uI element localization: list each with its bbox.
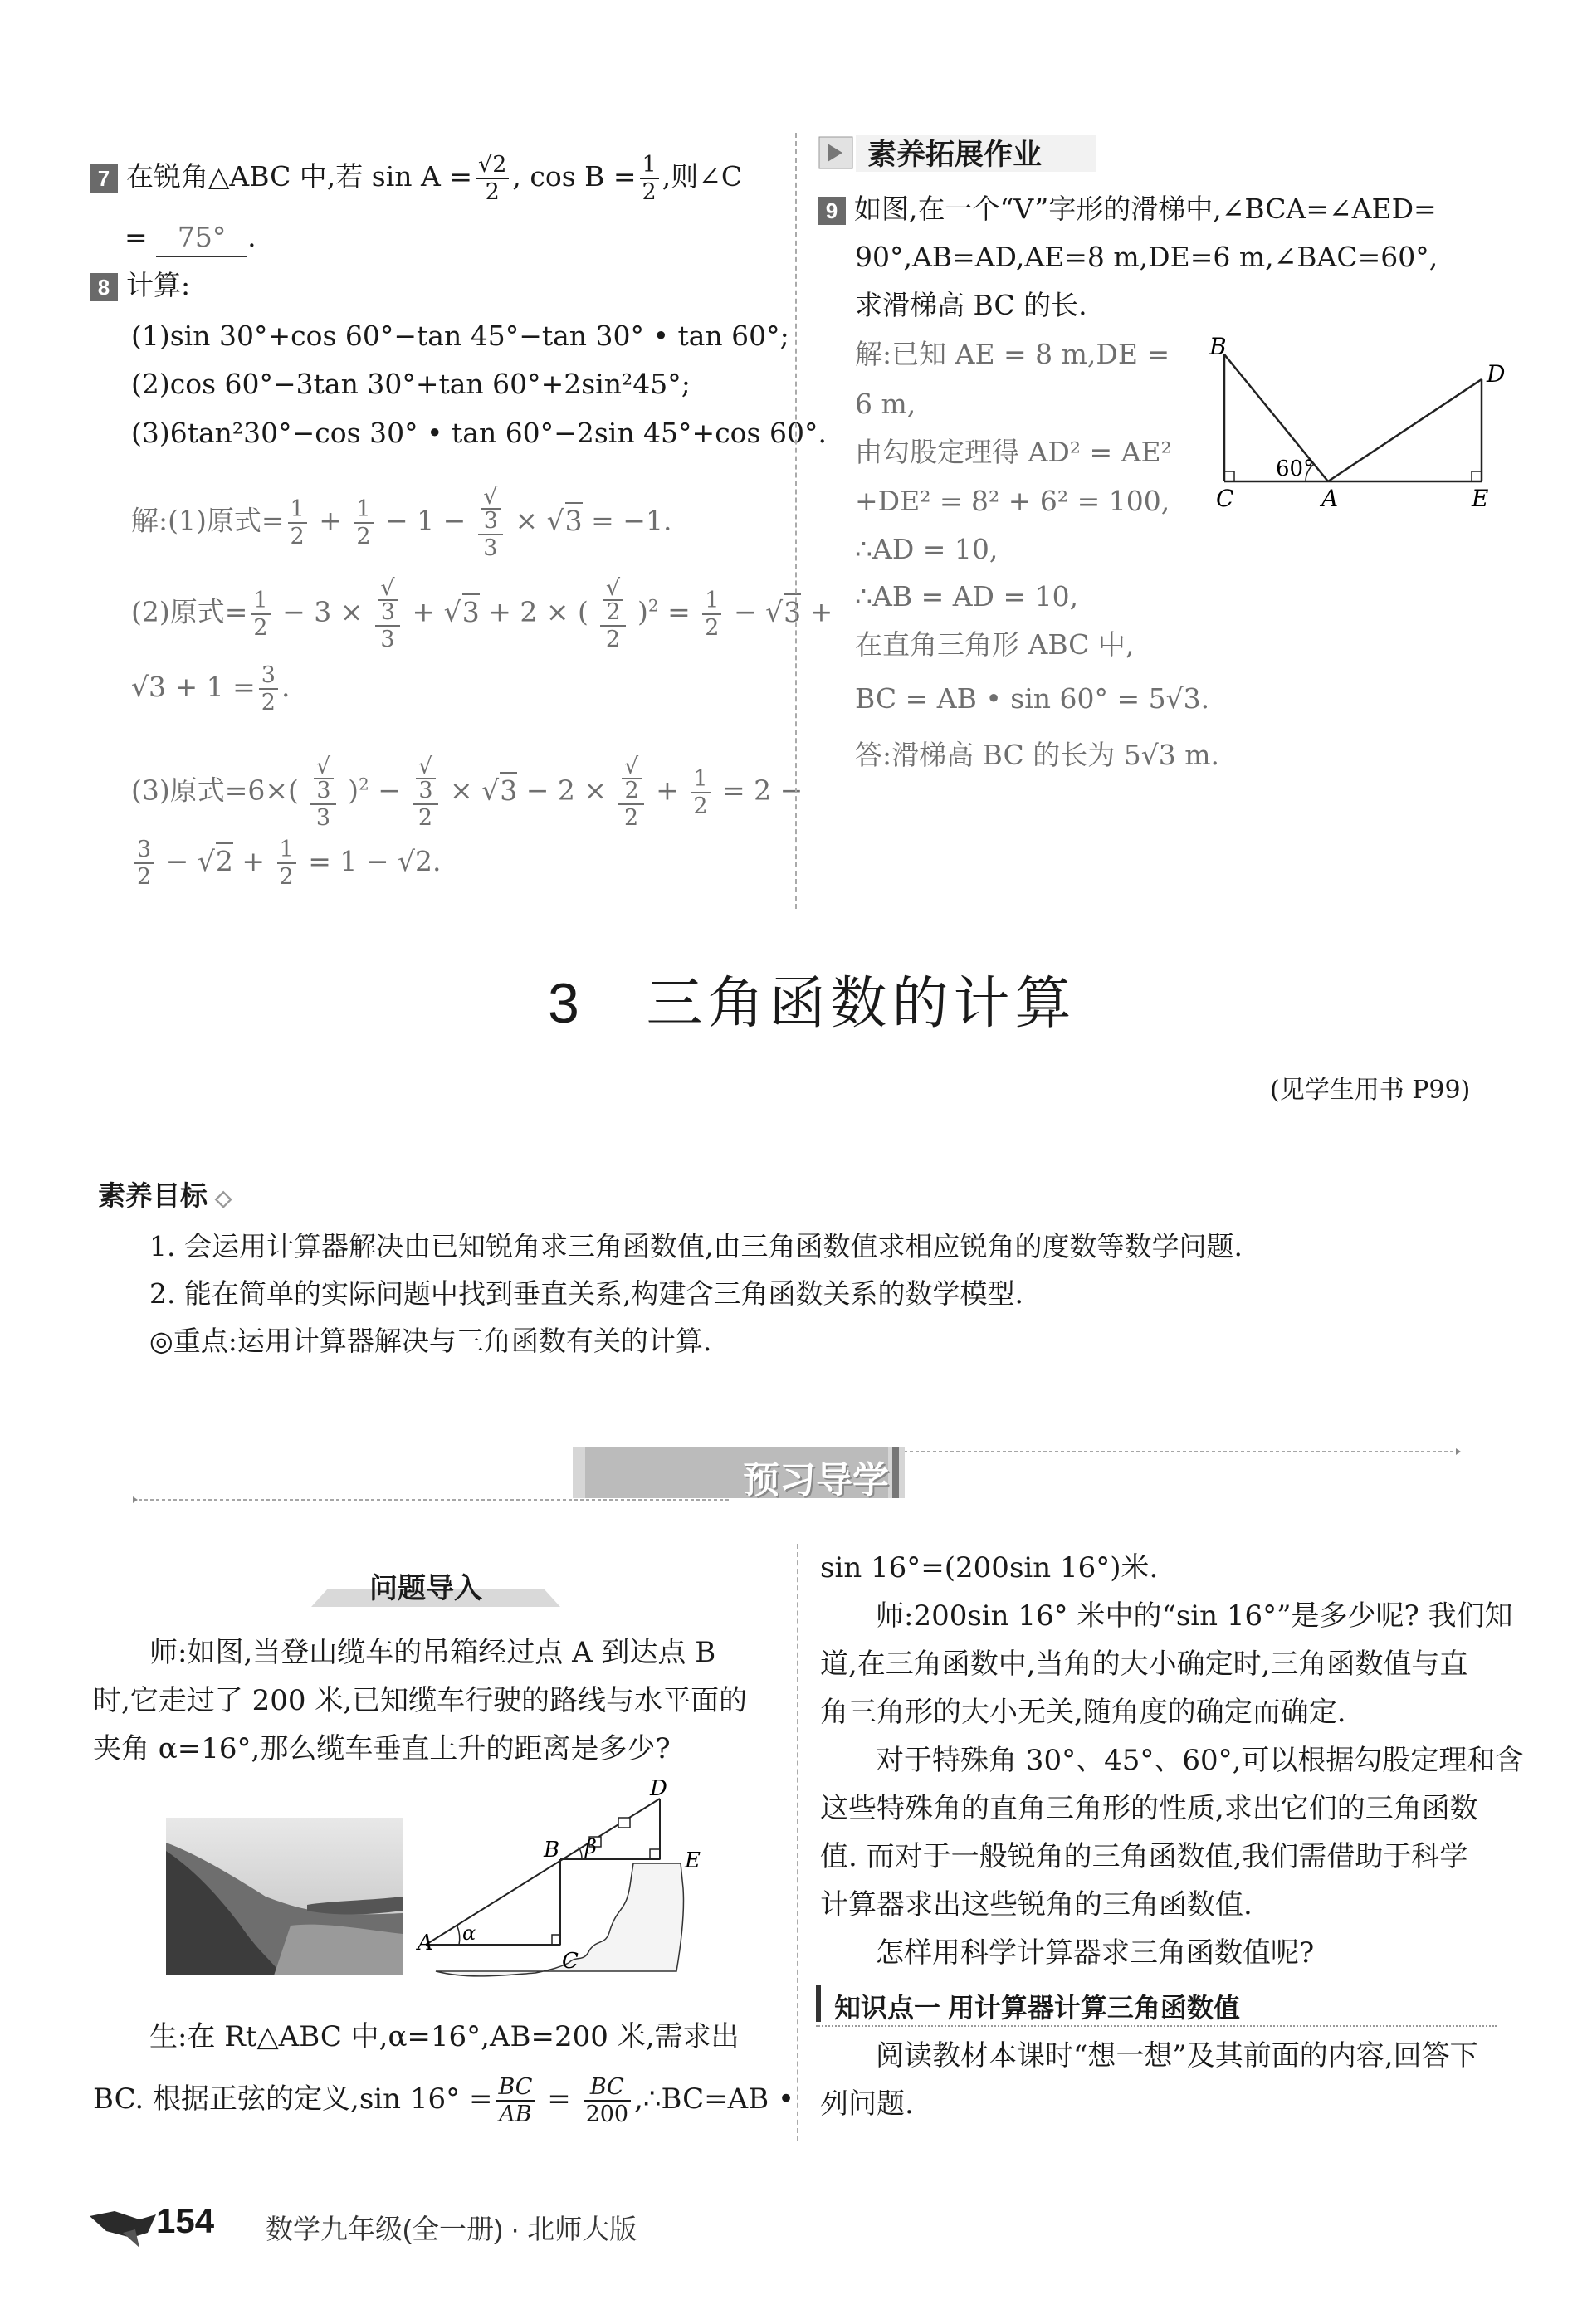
mountain-photo bbox=[166, 1818, 403, 1975]
knowledge-point-title: 知识点一 用计算器计算三角函数值 bbox=[834, 1993, 1240, 2023]
q9-sol-5: ∴AD = 10, bbox=[855, 533, 999, 565]
cc-label-a: A bbox=[418, 1931, 433, 1955]
slide-label-d: D bbox=[1487, 360, 1506, 388]
cc-label-b: B bbox=[544, 1838, 560, 1863]
q8-item-1: (1)sin 30°+cos 60°−tan 45°−tan 30° • tan 60°; bbox=[131, 320, 789, 352]
q7-answer: 75° bbox=[156, 219, 247, 257]
knowledge-point-bar bbox=[816, 1985, 821, 2022]
q7-frac2: $\frac{1}{2}$ bbox=[640, 154, 659, 203]
q9-line-3: 求滑梯高 BC 的长. bbox=[855, 289, 1087, 321]
cc-label-beta: β bbox=[585, 1835, 597, 1858]
preview-banner bbox=[133, 1440, 1461, 1506]
right-line-5: 对于特殊角 30°、45°、60°,可以根据勾股定理和含 bbox=[876, 1744, 1524, 1777]
chapter-title bbox=[548, 959, 1077, 1039]
q7-text-a: 在锐角△ABC 中,若 sin A = bbox=[126, 160, 472, 193]
goal-item-3: ◎重点:运用计算器解决与三角函数有关的计算. bbox=[149, 1325, 712, 1357]
column-divider-bottom bbox=[797, 1544, 798, 2141]
q8-number: 8 bbox=[90, 273, 118, 301]
cc-label-d: D bbox=[650, 1776, 667, 1801]
right-line-4: 角三角形的大小无关,随角度的确定而确定. bbox=[820, 1696, 1346, 1729]
slide-angle-label: 60° bbox=[1276, 456, 1315, 481]
intro-para1-line1: 师:如图,当登山缆车的吊箱经过点 A 到达点 B bbox=[149, 1636, 716, 1669]
chapter-number: 3 bbox=[548, 972, 584, 1035]
goal-item-2: 2. 能在简单的实际问题中找到垂直关系,构建含三角函数关系的数学模型. bbox=[149, 1277, 1023, 1310]
q7-text-b: , cos B = bbox=[512, 160, 637, 193]
intro-para1-line2: 时,它走过了 200 米,已知缆车行驶的路线与水平面的 bbox=[93, 1684, 748, 1717]
q9-sol-6: ∴AB = AD = 10, bbox=[855, 580, 1079, 613]
footer-ribbon-icon bbox=[90, 2200, 156, 2249]
slide-label-b: B bbox=[1209, 333, 1227, 360]
cc-label-e: E bbox=[685, 1848, 701, 1873]
page-number: 154 bbox=[156, 2201, 215, 2240]
slide-label-e: E bbox=[1472, 485, 1489, 512]
ext-header bbox=[818, 129, 1108, 177]
goal-item-1: 1. 会运用计算器解决由已知锐角求三角函数值,由三角函数值求相应锐角的度数等数学问题. bbox=[149, 1230, 1243, 1262]
q9-sol-4: +DE² = 8² + 6² = 100, bbox=[855, 485, 1170, 517]
q8-solution-2: (2)原式= $\frac{1}{2}$ − 3 × √ 3 3 + √3 + 2 × ( √ 2 2 )$^2$ = $\frac{1}{2}$ − √3 + bbox=[131, 575, 833, 652]
right-line-3: 道,在三角函数中,当角的大小确定时,三角函数值与直 bbox=[820, 1648, 1468, 1681]
diamond-icon: ◇ bbox=[215, 1185, 232, 1210]
cc-label-c: C bbox=[562, 1949, 579, 1974]
q9-sol-9: 答:滑梯高 BC 的长为 5√3 m. bbox=[855, 739, 1219, 771]
q9-line-2: 90°,AB=AD,AE=8 m,DE=6 m,∠BAC=60°, bbox=[855, 241, 1438, 273]
chapter-name: 三角函数的计算 bbox=[646, 972, 1077, 1035]
right-line-9: 怎样用科学计算器求三角函数值呢? bbox=[876, 1936, 1315, 1970]
intro-para2-line1: 生:在 Rt△ABC 中,α=16°,AB=200 米,需求出 bbox=[149, 2020, 740, 2053]
intro-para2-line2: BC. 根据正弦的定义,sin 16° = $\frac{BC}{AB}$ = $\frac{BC}{200}$ ,∴BC=AB • bbox=[93, 2074, 795, 2127]
q7-text-c: ,则∠C bbox=[662, 160, 743, 193]
q9-sol-1: 解:已知 AE = 8 m,DE = bbox=[855, 338, 1170, 370]
intro-header-title: 问题导入 bbox=[369, 1573, 482, 1604]
kp-line-1: 阅读教材本课时“想一想”及其前面的内容,回答下 bbox=[876, 2039, 1478, 2073]
book-title: 数学九年级(全一册) · 北师大版 bbox=[266, 2214, 637, 2244]
chapter-reference: (见学生用书 P99) bbox=[1270, 1076, 1471, 1105]
q9-sol-8: BC = AB • sin 60° = 5√3. bbox=[855, 682, 1210, 715]
q7-answer-line: = 75° . bbox=[125, 219, 256, 257]
q9-sol-7: 在直角三角形 ABC 中, bbox=[855, 628, 1135, 661]
q7-frac1: $\frac{√2}{2}$ bbox=[476, 154, 509, 203]
right-line-8: 计算器求出这些锐角的三角函数值. bbox=[820, 1888, 1253, 1921]
kp-line-2: 列问题. bbox=[820, 2087, 914, 2121]
q8-item-2: (2)cos 60°−3tan 30°+tan 60°+2sin²45°; bbox=[131, 368, 691, 400]
q8-title: 8 计算: bbox=[90, 267, 190, 304]
goals-header: 素养目标 ◇ bbox=[98, 1180, 232, 1211]
q8-item-3: (3)6tan²30°−cos 30° • tan 60°−2sin 45°+cos 60°. bbox=[131, 417, 827, 449]
intro-header bbox=[311, 1560, 560, 1610]
knowledge-point-underline bbox=[816, 2025, 1497, 2027]
q8-solution-3: (3)原式=6×( √ 3 3 )$^2$ − √ 3 2 × √3 − 2 × √ 2 2 + $\frac{1}{2}$ = 2 − bbox=[131, 754, 803, 831]
right-line-7: 值. 而对于一般锐角的三角函数值,我们需借助于科学 bbox=[820, 1840, 1468, 1873]
banner-title: 预习导学 bbox=[743, 1460, 889, 1501]
q8-solution-2-cont: √3 + 1 = $\frac{3}{2}$ . bbox=[131, 662, 291, 715]
q8-solution-3-cont: $\frac{3}{2}$ − √2 + $\frac{1}{2}$ = 1 − √2. bbox=[131, 838, 441, 888]
right-line-1: sin 16°=(200sin 16°)米. bbox=[820, 1551, 1159, 1584]
q8-solution-1: 解:(1)原式= $\frac{1}{2}$ + $\frac{1}{2}$ − 1 − √ 3 3 × √3 = −1. bbox=[131, 484, 672, 561]
slide-diagram bbox=[1208, 333, 1515, 512]
q7-line bbox=[90, 154, 742, 203]
slide-label-c: C bbox=[1216, 485, 1234, 512]
q9-line-1: 9 如图,在一个“V”字形的滑梯中,∠BCA=∠AED= bbox=[818, 191, 1437, 227]
column-divider-top bbox=[795, 133, 797, 909]
cablecar-diagram bbox=[418, 1776, 701, 1988]
q9-number: 9 bbox=[818, 197, 846, 225]
slide-label-a: A bbox=[1321, 485, 1339, 512]
q7-number: 7 bbox=[90, 164, 118, 193]
right-line-2: 师:200sin 16° 米中的“sin 16°”是多少呢? 我们知 bbox=[876, 1599, 1513, 1633]
q9-sol-2: 6 m, bbox=[855, 388, 916, 420]
ext-header-title: 素养拓展作业 bbox=[867, 139, 1043, 171]
q9-sol-3: 由勾股定理得 AD² = AE² bbox=[855, 436, 1172, 468]
intro-para1-line3: 夹角 α=16°,那么缆车垂直上升的距离是多少? bbox=[93, 1732, 671, 1765]
cc-label-alpha: α bbox=[462, 1921, 476, 1945]
right-line-6: 这些特殊角的直角三角形的性质,求出它们的三角函数 bbox=[820, 1792, 1478, 1825]
